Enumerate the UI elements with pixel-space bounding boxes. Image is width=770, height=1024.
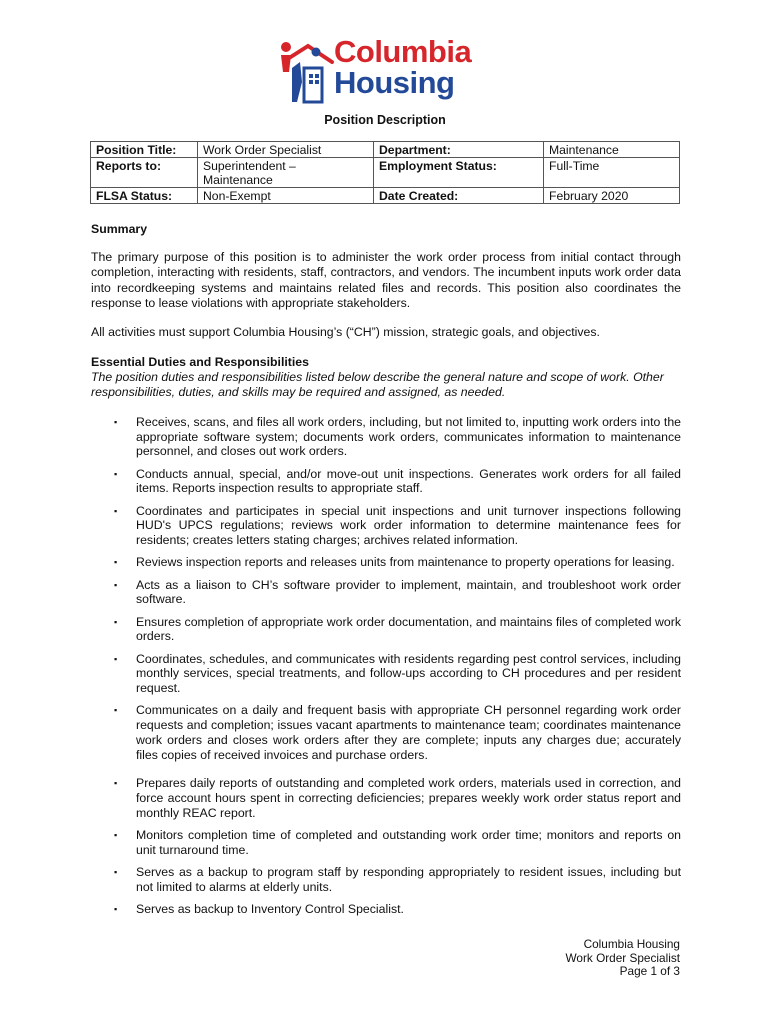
duty-text: Ensures completion of appropriate work order documentation, and maintains files of completed work orders. xyxy=(136,614,681,644)
bullet-icon: ▪ xyxy=(114,616,118,627)
table-row xyxy=(91,158,680,188)
list-item xyxy=(91,703,681,762)
reports-to-line2: Maintenance xyxy=(203,173,273,187)
bullet-icon: ▪ xyxy=(114,653,118,664)
duty-text: Acts as a liaison to CH’s software provider to implement, maintain, and troubleshoot work order software. xyxy=(136,577,681,607)
reports-to-value xyxy=(198,158,374,188)
bullet-icon: ▪ xyxy=(114,778,118,789)
footer-title: Work Order Specialist xyxy=(565,950,680,965)
list-item xyxy=(91,615,681,644)
summary-heading: Summary xyxy=(91,222,148,236)
page-number: Page 1 of 3 xyxy=(619,964,680,978)
logo-line-columbia: Columbia xyxy=(334,34,472,69)
duty-text: Serves as backup to Inventory Control Specialist. xyxy=(136,901,404,916)
list-item xyxy=(91,776,681,820)
duty-text: Reviews inspection reports and releases units from maintenance to property operations for leasing. xyxy=(136,555,675,570)
bullet-icon: ▪ xyxy=(114,505,118,516)
bullet-icon: ▪ xyxy=(114,468,118,479)
page-footer xyxy=(565,938,680,979)
reports-to-label: Reports to: xyxy=(91,158,198,188)
bullet-icon: ▪ xyxy=(114,903,118,914)
date-created-value: February 2020 xyxy=(544,188,680,204)
position-title-value: Work Order Specialist xyxy=(198,142,374,158)
duty-text: Conducts annual, special, and/or move-out unit inspections. Generates work orders for all failed items. Reports inspection results to appropriate staff. xyxy=(136,466,681,496)
bullet-icon: ▪ xyxy=(114,579,118,590)
bullet-icon: ▪ xyxy=(114,866,118,877)
reports-to-line1: Superintendent – xyxy=(203,159,296,173)
house-people-icon xyxy=(278,38,336,104)
summary-paragraph: The primary purpose of this position is to administer the work order process from initial contact through completion, interacting with residents, staff, contractors, and vendors. The incumbent inputs work order data into recordkeeping systems and maintains related files and records. This position also coordinates the response to lease violations with appropriate stakeholders. xyxy=(91,250,681,311)
duty-text: Monitors completion time of completed and outstanding work order time; monitors and reports on unit turnaround time. xyxy=(136,827,681,857)
bullet-icon: ▪ xyxy=(114,705,118,716)
date-created-label: Date Created: xyxy=(374,188,544,204)
list-item xyxy=(91,652,681,696)
list-item xyxy=(91,415,681,459)
bullet-icon: ▪ xyxy=(114,417,118,427)
columbia-housing-logo xyxy=(278,34,494,104)
list-item xyxy=(91,865,681,894)
duty-text: Prepares daily reports of outstanding and completed work orders, materials used in correction, and force account hours spent in correcting deficiencies; prepares weekly work order status report and monthly REAC report. xyxy=(136,776,681,820)
list-item xyxy=(91,578,681,607)
department-label: Department: xyxy=(374,142,544,158)
list-item xyxy=(91,555,681,570)
position-info-table xyxy=(90,141,680,204)
bullet-icon: ▪ xyxy=(114,829,118,840)
logo-line-housing: Housing xyxy=(334,65,455,100)
duties-heading: Essential Duties and Responsibilities xyxy=(91,355,309,369)
duty-text: Coordinates and participates in special unit inspections and unit turnover inspections following HUD's UPCS regulations; reviews work order information to determine maintenance fees for residents; creates letters stating charges; archives related information. xyxy=(136,503,681,548)
duties-list xyxy=(91,415,681,924)
position-title-label: Position Title: xyxy=(91,142,198,158)
table-row xyxy=(91,188,680,204)
table-row xyxy=(91,142,680,158)
duty-text: Coordinates, schedules, and communicates with residents regarding pest control services, including monthly services, special treatments, and follow-ups according to CH procedures and per resident request. xyxy=(136,651,681,696)
department-value: Maintenance xyxy=(544,142,680,158)
list-item xyxy=(91,504,681,548)
employment-status-label: Employment Status: xyxy=(374,158,544,188)
duty-text: Receives, scans, and files all work orders, including, but not limited to, inputting work orders into the appropriate software system; documents work orders, communicates information to maintenance personnel, and closes out work orders. xyxy=(136,415,681,459)
list-item xyxy=(91,902,681,917)
flsa-status-label: FLSA Status: xyxy=(91,188,198,204)
duty-text: Communicates on a daily and frequent basis with appropriate CH personnel regarding work order requests and completion; issues vacant apartments to maintenance team; coordinates maintenance work orders and closes work orders after they are complete; inputs any charges due; accurately files copies of received invoices and purchase orders. xyxy=(136,703,681,762)
document-title: Position Description xyxy=(324,113,446,127)
mission-paragraph: All activities must support Columbia Housing’s (“CH”) mission, strategic goals, and objectives. xyxy=(91,325,600,339)
duty-text: Serves as a backup to program staff by responding appropriately to resident issues, including but not limited to alarms at elderly units. xyxy=(136,864,681,894)
list-item xyxy=(91,828,681,857)
flsa-status-value: Non-Exempt xyxy=(198,188,374,204)
duties-intro: The position duties and responsibilities listed below describe the general nature and scope of work. Other responsibilities, duties, and skills may be required and assigned, as needed. xyxy=(91,370,664,400)
bullet-icon: ▪ xyxy=(114,557,118,568)
footer-org: Columbia Housing xyxy=(583,937,680,951)
logo-wordmark xyxy=(334,34,472,100)
list-item xyxy=(91,467,681,496)
employment-status-value: Full-Time xyxy=(544,158,680,188)
